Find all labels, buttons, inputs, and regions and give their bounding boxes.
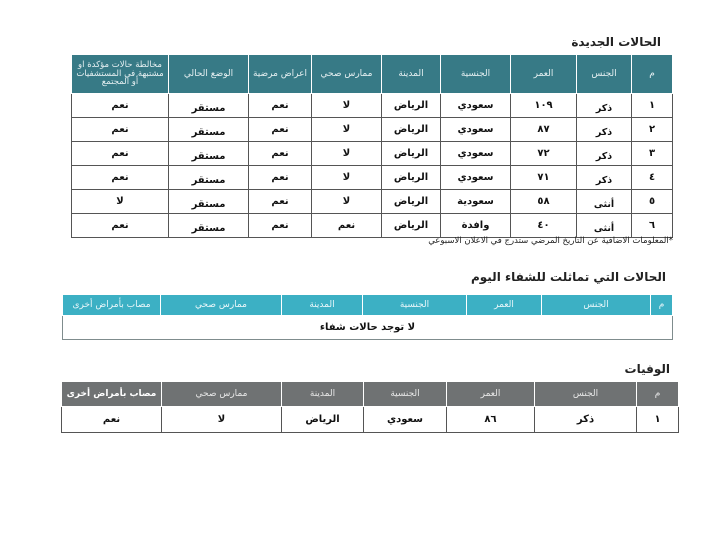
header-age: العمر [511,55,577,94]
cell-symptoms: نعم [249,166,312,190]
cell-index: ٤ [632,166,673,190]
header-sex: الجنس [542,295,651,316]
cell-city: الرياض [282,407,364,433]
cell-sex: ذكر [577,142,632,166]
header-index: م [651,295,673,316]
no-recoveries-message: لا توجد حالات شفاء [63,316,673,340]
cell-current-status: مستقر [169,166,249,190]
header-nationality: الجنسية [363,295,467,316]
table-row [62,407,679,433]
table-row [72,94,673,118]
deaths-header-row [62,382,679,407]
cell-age: ٧٢ [511,142,577,166]
deaths-table [61,381,679,433]
header-index: م [632,55,673,94]
header-other-diseases: مصاب بأمراض أخرى [63,295,161,316]
header-symptoms: اعراض مرضية [249,55,312,94]
cell-sex: ذكر [535,407,637,433]
header-age: العمر [447,382,535,407]
cell-sex: أنثى [577,214,632,238]
cell-city: الرياض [382,142,441,166]
header-health-practitioner: ممارس صحي [162,382,282,407]
cell-symptoms: نعم [249,214,312,238]
cell-contact: نعم [72,94,169,118]
header-age: العمر [467,295,542,316]
header-health-practitioner: ممارس صحي [161,295,282,316]
header-other-diseases: مصاب بأمراض أخرى [62,382,162,407]
cell-health-practitioner: نعم [312,214,382,238]
header-sex: الجنس [577,55,632,94]
header-nationality: الجنسية [364,382,447,407]
cell-index: ٢ [632,118,673,142]
cell-index: ٣ [632,142,673,166]
cell-health-practitioner: لا [162,407,282,433]
cell-sex: ذكر [577,166,632,190]
cell-index: ٥ [632,190,673,214]
table-row [63,316,673,340]
cell-health-practitioner: لا [312,142,382,166]
cell-contact: لا [72,190,169,214]
header-sex: الجنس [535,382,637,407]
new-cases-header-row [72,55,673,94]
cell-current-status: مستقر [169,214,249,238]
cell-other-diseases: نعم [62,407,162,433]
cell-current-status: مستقر [169,118,249,142]
header-current-status: الوضع الحالي [169,55,249,94]
cell-symptoms: نعم [249,142,312,166]
table-row [72,214,673,238]
cell-symptoms: نعم [249,118,312,142]
cell-symptoms: نعم [249,94,312,118]
cell-nationality: سعودي [364,407,447,433]
cell-contact: نعم [72,118,169,142]
cell-age: ٤٠ [511,214,577,238]
footnote: *المعلومات الاضافية عن التاريخ المرضي ستدرج في الاعلان الاسبوعي [428,236,673,246]
table-row [72,166,673,190]
cell-age: ٨٦ [447,407,535,433]
cell-symptoms: نعم [249,190,312,214]
cell-nationality: سعودي [441,142,511,166]
cell-current-status: مستقر [169,94,249,118]
new-cases-title: الحالات الجديدة [571,35,661,49]
cell-city: الرياض [382,118,441,142]
cell-current-status: مستقر [169,190,249,214]
cell-city: الرياض [382,214,441,238]
cell-age: ٨٧ [511,118,577,142]
cell-age: ٥٨ [511,190,577,214]
cell-age: ١٠٩ [511,94,577,118]
header-city: المدينة [282,382,364,407]
deaths-title: الوفيات [624,362,670,376]
cell-age: ٧١ [511,166,577,190]
recoveries-header-row [63,295,673,316]
recoveries-table [62,294,673,340]
cell-sex: ذكر [577,94,632,118]
cell-sex: أنثى [577,190,632,214]
table-row [72,118,673,142]
cell-health-practitioner: لا [312,118,382,142]
cell-nationality: وافدة [441,214,511,238]
table-row [72,190,673,214]
header-city: المدينة [382,55,441,94]
cell-nationality: سعودي [441,94,511,118]
cell-index: ١ [637,407,679,433]
cell-nationality: سعودي [441,118,511,142]
cell-index: ٦ [632,214,673,238]
cell-city: الرياض [382,190,441,214]
header-city: المدينة [282,295,363,316]
cell-city: الرياض [382,94,441,118]
cell-contact: نعم [72,142,169,166]
new-cases-table [71,54,673,238]
header-health-practitioner: ممارس صحي [312,55,382,94]
cell-city: الرياض [382,166,441,190]
cell-health-practitioner: لا [312,166,382,190]
cell-nationality: سعودية [441,190,511,214]
cell-health-practitioner: لا [312,190,382,214]
cell-index: ١ [632,94,673,118]
table-row [72,142,673,166]
header-nationality: الجنسية [441,55,511,94]
cell-health-practitioner: لا [312,94,382,118]
cell-nationality: سعودي [441,166,511,190]
cell-sex: ذكر [577,118,632,142]
recoveries-title: الحالات التي تماثلت للشفاء اليوم [470,270,666,284]
cell-contact: نعم [72,166,169,190]
cell-current-status: مستقر [169,142,249,166]
header-index: م [637,382,679,407]
header-contact: مخالطة حالات مؤكدة او مشتبهة في المستشفيات أو المجتمع [72,55,169,94]
cell-contact: نعم [72,214,169,238]
